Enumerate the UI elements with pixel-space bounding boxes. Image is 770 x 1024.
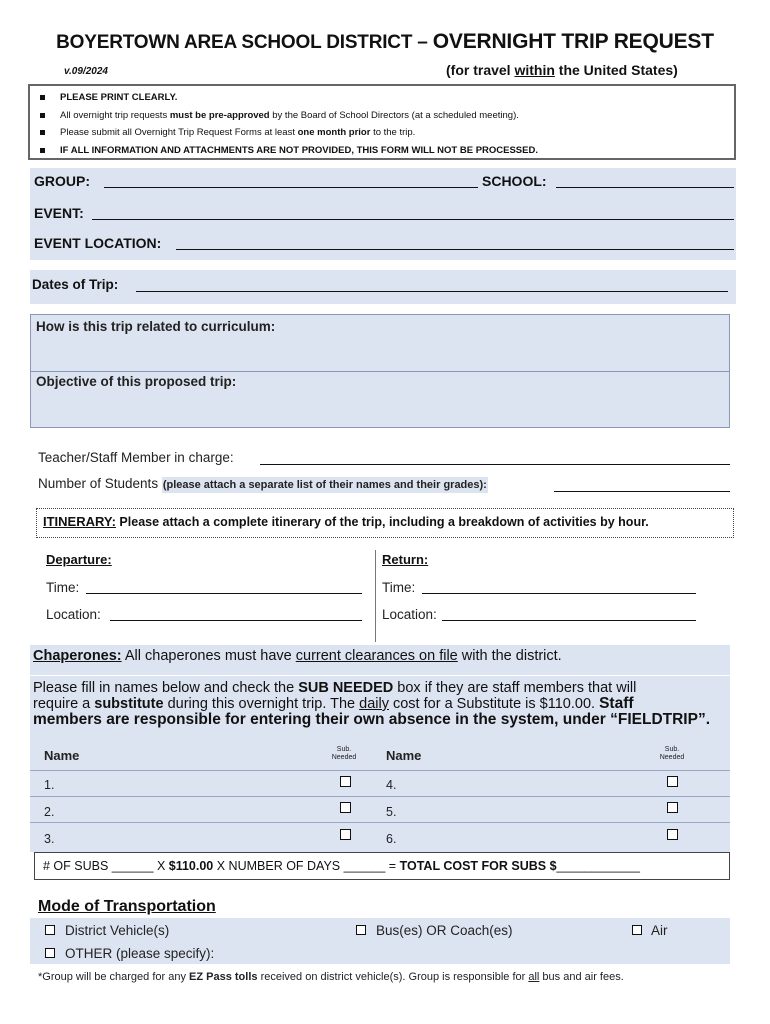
footer-note	[38, 971, 624, 983]
instruction-print-text: PLEASE PRINT CLEARLY.	[60, 92, 178, 103]
chaperones-substitute: substitute	[94, 696, 164, 712]
footer-c: received on district vehicle(s). Group is responsible for	[257, 971, 529, 983]
event-field[interactable]	[92, 202, 734, 220]
instruction-submit-pre: Please submit all Overnight Trip Request Forms at least	[60, 127, 298, 139]
title-form-name: OVERNIGHT TRIP REQUEST	[432, 30, 714, 53]
chaperones-p2-end: cost for a Substitute is $110.00.	[388, 696, 600, 712]
other-checkbox[interactable]	[45, 948, 55, 958]
transportation-section	[30, 918, 730, 964]
chaperones-heading	[30, 645, 730, 675]
other-label: OTHER (please specify):	[65, 946, 215, 961]
return-location-field[interactable]	[442, 605, 696, 621]
instruction-incomplete-text: IF ALL INFORMATION AND ATTACHMENTS ARE NOT PROVIDED, THIS FORM WILL NOT BE PROCESSED.	[60, 144, 538, 156]
students-label-text: Number of Students	[38, 476, 159, 491]
sub-needed-checkbox-1[interactable]	[340, 776, 351, 787]
sub-header-right-2: Needed	[659, 754, 685, 761]
instruction-submit-bold: one month prior	[297, 127, 371, 139]
itinerary-box	[36, 508, 734, 538]
sub-cost-box	[34, 852, 730, 880]
title-district: BOYERTOWN AREA SCHOOL DISTRICT –	[56, 32, 433, 53]
chaperone-3-label: 3.	[44, 832, 55, 846]
sub-header-right-1: Sub.	[664, 746, 680, 753]
version-label: v.09/2024	[64, 66, 108, 77]
sub-needed-checkbox-6[interactable]	[667, 829, 678, 840]
chaperone-1-label: 1.	[44, 778, 55, 792]
chaperones-line-2	[33, 696, 730, 712]
table-row	[30, 796, 730, 822]
return-time-field[interactable]	[422, 578, 696, 594]
curriculum-answer-field[interactable]	[34, 338, 724, 368]
chaperones-sub-needed: SUB NEEDED	[298, 680, 394, 696]
return-heading: Return:	[382, 552, 429, 567]
bus-coach-checkbox[interactable]	[356, 925, 366, 935]
district-vehicle-label: District Vehicle(s)	[65, 923, 170, 938]
itinerary-label: ITINERARY:	[43, 514, 116, 529]
chaperones-line-1	[33, 680, 730, 696]
departure-location-label: Location:	[46, 607, 101, 622]
subtitle-post: the United States)	[554, 62, 678, 78]
transportation-title: Mode of Transportation	[38, 898, 216, 915]
group-field[interactable]	[104, 170, 478, 188]
instruction-print	[38, 89, 734, 107]
students-field[interactable]	[554, 474, 730, 492]
subtitle-pre: (for travel	[446, 62, 515, 78]
subs-days-text: X NUMBER OF DAYS ______ =	[213, 859, 400, 873]
chaperones-p1-end: box if they are staff members that will	[393, 680, 637, 696]
chaperone-4-label: 4.	[386, 778, 397, 792]
district-vehicle-checkbox[interactable]	[45, 925, 55, 935]
chaperones-label: Chaperones:	[33, 648, 122, 664]
subtitle	[446, 62, 678, 78]
subs-total-field[interactable]: ____________	[556, 859, 640, 873]
curriculum-question: How is this trip related to curriculum:	[36, 319, 276, 334]
students-label	[38, 476, 488, 491]
chaperone-2-label: 2.	[44, 805, 55, 819]
instruction-preapproved-bold: must be pre-approved	[169, 109, 270, 121]
subs-rate: $110.00	[168, 859, 214, 873]
return-time-label: Time:	[382, 580, 416, 595]
departure-location-field[interactable]	[110, 605, 362, 621]
footer-ez-pass: EZ Pass tolls	[189, 971, 258, 983]
sub-needed-header-left	[328, 746, 360, 762]
departure-heading: Departure:	[46, 552, 112, 567]
form-title	[0, 30, 770, 54]
curriculum-divider	[31, 371, 729, 372]
instruction-preapproved	[38, 107, 734, 125]
instruction-submit-post: to the trip.	[370, 127, 416, 139]
chaperones-p1: Please fill in names below and check the	[33, 680, 299, 696]
students-note: (please attach a separate list of their names and their grades):	[162, 479, 487, 491]
travel-divider	[375, 550, 376, 642]
objective-question: Objective of this proposed trip:	[36, 374, 237, 389]
chaperones-instructions	[30, 676, 730, 740]
departure-time-field[interactable]	[86, 578, 362, 594]
air-label: Air	[651, 923, 668, 938]
departure-time-label: Time:	[46, 580, 80, 595]
name-header-left: Name	[44, 748, 80, 763]
event-location-label: EVENT LOCATION:	[34, 235, 162, 251]
air-checkbox[interactable]	[632, 925, 642, 935]
sub-needed-checkbox-2[interactable]	[340, 802, 351, 813]
objective-answer-field[interactable]	[34, 394, 724, 424]
chaperones-line-3: members are responsible for entering their own absence in the system, under “FIELDTRIP”.	[33, 711, 710, 728]
footer-e: bus and air fees.	[539, 971, 624, 983]
sub-needed-header-right	[656, 746, 688, 762]
school-field[interactable]	[556, 170, 734, 188]
itinerary-text: Please attach a complete itinerary of the trip, including a breakdown of activities by hour.	[115, 515, 649, 529]
instruction-preapproved-pre: All overnight trip requests	[60, 109, 170, 121]
school-label: SCHOOL:	[482, 173, 547, 189]
instructions-box	[28, 84, 736, 160]
chaperone-table	[30, 740, 730, 852]
chaperones-text-clearances: current clearances on file	[295, 648, 458, 664]
bus-coach-label: Bus(es) OR Coach(es)	[376, 923, 513, 938]
name-header-right: Name	[386, 748, 422, 763]
teacher-label: Teacher/Staff Member in charge:	[38, 450, 234, 465]
chaperones-staff: Staff	[599, 695, 634, 712]
dates-label: Dates of Trip:	[32, 277, 119, 292]
group-label: GROUP:	[34, 173, 90, 189]
chaperone-5-label: 5.	[386, 805, 397, 819]
return-location-label: Location:	[382, 607, 437, 622]
chaperones-daily: daily	[359, 696, 389, 712]
chaperone-6-label: 6.	[386, 832, 397, 846]
chaperones-p2-mid: during this overnight trip. The	[163, 696, 360, 712]
table-row	[30, 822, 730, 852]
subs-total-label: TOTAL COST FOR SUBS $	[399, 859, 557, 873]
subtitle-within: within	[514, 62, 555, 78]
footer-a: *Group will be charged for any	[38, 971, 190, 983]
instruction-incomplete	[38, 142, 734, 160]
footer-all: all	[528, 971, 540, 983]
table-row	[30, 770, 730, 796]
sub-header-left-2: Needed	[331, 754, 357, 761]
chaperones-p2: require a	[33, 696, 95, 712]
subs-count-text: # OF SUBS ______ X	[43, 859, 169, 873]
event-location-field[interactable]	[176, 232, 734, 250]
chaperones-text-end: with the district.	[457, 648, 562, 664]
sub-header-left-1: Sub.	[336, 746, 352, 753]
sub-needed-checkbox-3[interactable]	[340, 829, 351, 840]
chaperones-text-pre: All chaperones must have	[121, 648, 296, 664]
event-label: EVENT:	[34, 205, 84, 221]
sub-needed-checkbox-5[interactable]	[667, 802, 678, 813]
dates-field[interactable]	[136, 274, 728, 292]
instruction-submit	[38, 124, 734, 142]
teacher-field[interactable]	[260, 447, 730, 465]
instruction-preapproved-post: by the Board of School Directors (at a scheduled meeting).	[269, 109, 519, 121]
sub-needed-checkbox-4[interactable]	[667, 776, 678, 787]
